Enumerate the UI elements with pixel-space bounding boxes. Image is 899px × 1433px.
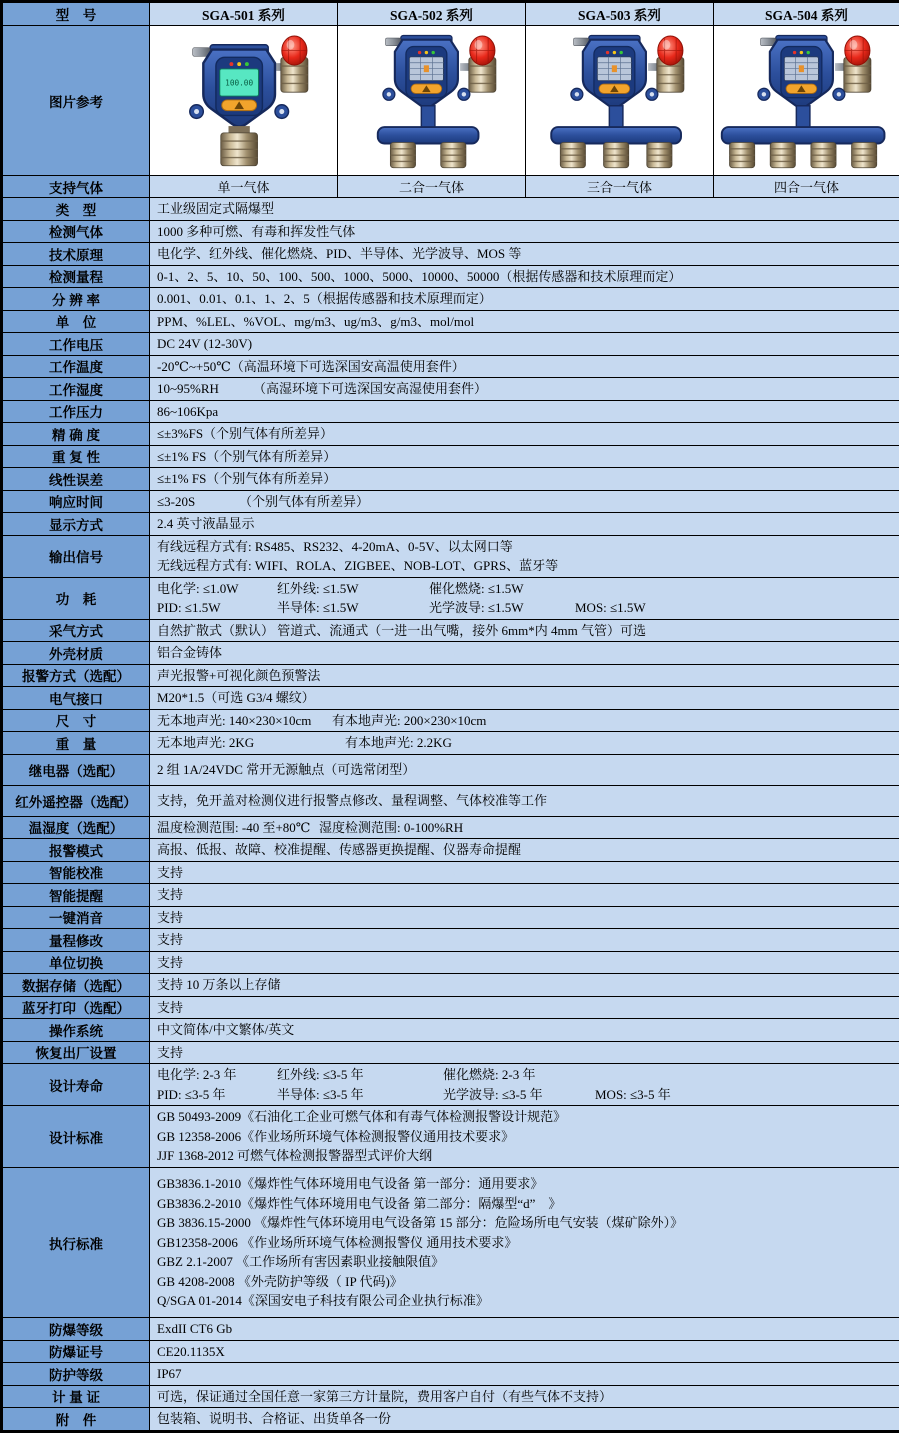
led-green-icon [619, 51, 622, 54]
value-text: 0-1、2、5、10、50、100、500、1000、5000、10000、50000（根据传感器和技术原理而定） [157, 269, 681, 284]
value-line [157, 334, 892, 354]
value-line [157, 289, 892, 309]
value-segment: 温度检测范围: -40 至+80℃ [157, 818, 319, 838]
spec-row-value [150, 513, 899, 536]
product-image-cell [714, 26, 899, 176]
spec-row-value [150, 839, 899, 862]
value-line [157, 402, 892, 422]
value-text: GB 12358-2006《作业场所环境气体检测报警仪通用技术要求》 [157, 1129, 514, 1144]
spec-row-label: 线性误差 [2, 468, 150, 491]
manifold [721, 127, 884, 143]
value-line [157, 998, 892, 1018]
spec-row-label: 功 耗 [2, 577, 150, 619]
value-text: CE20.1135X [157, 1344, 225, 1359]
spec-row-label: 类 型 [2, 198, 150, 221]
alarm-beacon-icon [835, 36, 871, 92]
led-green-icon [431, 51, 434, 54]
spec-row-value [150, 754, 899, 785]
value-line [157, 863, 892, 883]
value-text: IP67 [157, 1366, 182, 1381]
led-yellow-icon [424, 51, 427, 54]
manifold [551, 127, 681, 143]
spec-row-label: 技术原理 [2, 243, 150, 266]
spec-row-value [150, 861, 899, 884]
value-segment: 催化燃烧: 2-3 年 [443, 1065, 535, 1085]
value-line [157, 818, 892, 838]
value-line [157, 1233, 892, 1253]
value-line [157, 1194, 892, 1214]
spec-row-value [150, 535, 899, 577]
spec-row-label: 精 确 度 [2, 423, 150, 446]
value-text: 2 组 1A/24VDC 常开无源触点（可选常闭型） [157, 762, 415, 777]
value-line [157, 1272, 892, 1292]
value-line [157, 1319, 892, 1339]
led-yellow-icon [799, 51, 802, 54]
sga-503-detector [528, 26, 712, 170]
value-text: 2.4 英寸液晶显示 [157, 516, 255, 531]
value-text: GB3836.2-2010《爆炸性气体环境用电气设备 第二部分：隔爆型“d” 》 [157, 1196, 561, 1211]
value-text: 支持 [157, 910, 183, 925]
value-line [157, 1252, 892, 1272]
spec-row-label: 蓝牙打印（选配） [2, 996, 150, 1019]
spec-row-value [150, 1340, 899, 1363]
value-segment: 有本地声光: 200×230×10cm [332, 711, 486, 731]
value-segment: （高湿环境下可选深国安高湿使用套件） [253, 379, 487, 399]
value-text: M20*1.5（可选 G3/4 螺纹） [157, 690, 315, 705]
value-line [157, 760, 892, 780]
spec-row-value [150, 355, 899, 378]
value-segment: MOS: ≤3-5 年 [595, 1085, 671, 1105]
value-line [157, 666, 892, 686]
spec-row-value [150, 906, 899, 929]
gas-type-cell: 二合一气体 [338, 176, 526, 198]
value-text: ≤±1% FS（个别气体有所差异） [157, 449, 336, 464]
spec-row-value [150, 816, 899, 839]
spec-row-label: 数据存储（选配） [2, 974, 150, 997]
spec-row-value [150, 400, 899, 423]
spec-row-value [150, 468, 899, 491]
value-text: ≤±1% FS（个别气体有所差异） [157, 471, 336, 486]
sga-504-detector [715, 26, 899, 170]
value-line [157, 1342, 892, 1362]
spec-row-label: 重 复 性 [2, 445, 150, 468]
spec-row-label: 尺 寸 [2, 709, 150, 732]
led-yellow-icon [612, 51, 615, 54]
spec-row-label: 电气接口 [2, 687, 150, 710]
value-text: 支持 [157, 887, 183, 902]
value-line [157, 953, 892, 973]
value-line [157, 908, 892, 928]
value-line [157, 357, 892, 377]
sensor-probe-icon [220, 133, 257, 166]
spec-row-value [150, 1019, 899, 1042]
value-text: 工业级固定式隔爆型 [157, 201, 274, 216]
spec-row-value [150, 951, 899, 974]
spec-row-value [150, 423, 899, 446]
value-line [157, 199, 892, 219]
alarm-beacon-icon [648, 36, 684, 92]
led-yellow-icon [237, 62, 241, 66]
value-text: 1000 多种可燃、有毒和挥发性气体 [157, 224, 355, 239]
spec-row-value [150, 198, 899, 221]
led-red-icon [605, 51, 608, 54]
sga-501-detector [152, 26, 336, 170]
spec-row-value [150, 1064, 899, 1106]
manifold-stem [421, 106, 435, 129]
sensor-probe-icon [810, 143, 835, 168]
value-line [157, 1065, 892, 1085]
value-segment: ≤3-20S [157, 492, 239, 512]
gas-type-cell: 四合一气体 [714, 176, 899, 198]
value-line [157, 1387, 892, 1407]
model-header: SGA-501 系列 [150, 2, 338, 26]
image-row-label: 图片参考 [2, 26, 150, 176]
led-red-icon [792, 51, 795, 54]
value-text: GB 4208-2008 《外壳防护等级（ IP 代码)》 [157, 1274, 403, 1289]
spec-row-value [150, 1363, 899, 1386]
value-text: Q/SGA 01-2014《深国安电子科技有限公司企业执行标准》 [157, 1293, 489, 1308]
spec-row-value [150, 1041, 899, 1064]
value-text: GB 50493-2009《石油化工企业可燃气体和有毒气体检测报警设计规范》 [157, 1109, 566, 1124]
spec-row-label: 红外遥控器（选配） [2, 785, 150, 816]
value-segment: 有本地声光: 2.2KG [345, 733, 452, 753]
spec-row-value [150, 1408, 899, 1432]
value-segment: MOS: ≤1.5W [575, 598, 646, 618]
value-line [157, 975, 892, 995]
value-line [157, 537, 892, 557]
detector-housing [757, 35, 844, 107]
spec-row-label: 计 量 证 [2, 1385, 150, 1408]
value-line [157, 514, 892, 534]
value-text: 高报、低报、故障、校准提醒、传感器更换提醒、仪器寿命提醒 [157, 842, 521, 857]
value-line [157, 1020, 892, 1040]
value-text: GB3836.1-2010《爆炸性气体环境用电气设备 第一部分：通用要求》 [157, 1176, 543, 1191]
spec-row-label: 分 辨 率 [2, 288, 150, 311]
value-segment: 无本地声光: 2KG [157, 733, 345, 753]
sensor-probe-icon [560, 143, 585, 168]
value-line [157, 447, 892, 467]
value-segment: 光学波导: ≤3-5 年 [443, 1085, 595, 1105]
value-segment: PID: ≤3-5 年 [157, 1085, 277, 1105]
value-line [157, 1107, 892, 1127]
value-text: 铝合金铸体 [157, 645, 222, 660]
spec-row-label: 输出信号 [2, 535, 150, 577]
spec-row-label: 防护等级 [2, 1363, 150, 1386]
spec-row-label: 温湿度（选配） [2, 816, 150, 839]
spec-row-value [150, 220, 899, 243]
value-text: 支持 [157, 1045, 183, 1060]
product-image-cell [526, 26, 714, 176]
spec-row-value [150, 732, 899, 755]
sensor-probe-icon [603, 143, 628, 168]
value-segment: 电化学: ≤1.0W [157, 579, 277, 599]
value-line [157, 930, 892, 950]
value-text: DC 24V (12-30V) [157, 336, 252, 351]
spec-row-value [150, 1385, 899, 1408]
value-line [157, 1364, 892, 1384]
spec-row-label: 响应时间 [2, 490, 150, 513]
spec-row-label: 恢复出厂设置 [2, 1041, 150, 1064]
spec-row-label: 工作压力 [2, 400, 150, 423]
spec-row-value [150, 687, 899, 710]
spec-row-value [150, 884, 899, 907]
value-line [157, 1127, 892, 1147]
gas-type-cell: 单一气体 [150, 176, 338, 198]
value-line [157, 885, 892, 905]
value-segment: 红外线: ≤1.5W [277, 579, 429, 599]
value-line [157, 1146, 892, 1166]
value-text: 支持 [157, 932, 183, 947]
value-line [157, 1043, 892, 1063]
screen-reading: 100.00 [225, 78, 253, 87]
spec-row-value [150, 785, 899, 816]
value-text: 电化学、红外线、催化燃烧、PID、半导体、光学波导、MOS 等 [157, 246, 521, 261]
model-header: SGA-504 系列 [714, 2, 899, 26]
spec-row-label: 智能校准 [2, 861, 150, 884]
sensor-probe-icon [770, 143, 795, 168]
spec-row-value [150, 642, 899, 665]
value-text: 支持 [157, 1000, 183, 1015]
value-text: GB 3836.15-2000 《爆炸性气体环境用电气设备第 15 部分：危险场所电气安装（煤矿除外）》 [157, 1215, 683, 1230]
value-text: ≤±3%FS（个别气体有所差异） [157, 426, 333, 441]
value-text: PPM、%LEL、%VOL、mg/m3、ug/m3、g/m3、mol/mol [157, 314, 474, 329]
sensor-probe-icon [390, 143, 415, 168]
value-text: 0.001、0.01、0.1、1、2、5（根据传感器和技术原理而定） [157, 291, 492, 306]
value-text: 支持 10 万条以上存储 [157, 977, 281, 992]
value-segment: 半导体: ≤1.5W [277, 598, 429, 618]
led-green-icon [806, 51, 809, 54]
manifold-stem [609, 106, 623, 129]
value-line [157, 492, 892, 512]
value-line [157, 643, 892, 663]
value-segment: 10~95%RH [157, 379, 253, 399]
value-text: GBZ 2.1-2007 《工作场所有害因素职业接触限值》 [157, 1254, 444, 1269]
spec-row-value [150, 288, 899, 311]
value-line [157, 1213, 892, 1233]
value-line [157, 711, 892, 731]
spec-row-label: 检测气体 [2, 220, 150, 243]
value-text: 86~106Kpa [157, 404, 218, 419]
alarm-beacon-icon [460, 36, 496, 92]
spec-row-label: 一键消音 [2, 906, 150, 929]
spec-row-value [150, 265, 899, 288]
gas-row-label: 支持气体 [2, 176, 150, 198]
spec-row-label: 设计标准 [2, 1106, 150, 1168]
sensor-probe-icon [646, 143, 671, 168]
spec-row-label: 外壳材质 [2, 642, 150, 665]
value-text: GB12358-2006 《作业场所环境气体检测报警仪 通用技术要求》 [157, 1235, 517, 1250]
value-segment: 催化燃烧: ≤1.5W [429, 579, 524, 599]
manifold [377, 127, 478, 143]
led-green-icon [244, 62, 248, 66]
value-text: ExdII CT6 Gb [157, 1321, 232, 1336]
spec-row-value [150, 1168, 899, 1318]
value-text: 声光报警+可视化颜色预警法 [157, 668, 320, 683]
value-segment: 电化学: 2-3 年 [157, 1065, 277, 1085]
spec-row-label: 防爆等级 [2, 1318, 150, 1341]
alarm-beacon-icon [272, 36, 308, 92]
spec-row-value [150, 619, 899, 642]
value-text: JJF 1368-2012 可燃气体检测报警器型式评价大纲 [157, 1148, 432, 1163]
spec-row-label: 检测量程 [2, 265, 150, 288]
spec-row-value [150, 709, 899, 732]
model-header: SGA-502 系列 [338, 2, 526, 26]
led-red-icon [229, 62, 233, 66]
spec-row-value [150, 445, 899, 468]
spec-row-value [150, 974, 899, 997]
spec-table-body [2, 2, 899, 1432]
value-text: 支持 [157, 955, 183, 970]
value-segment: PID: ≤1.5W [157, 598, 277, 618]
value-text: 有线远程方式有: RS485、RS232、4-20mA、0-5V、以太网口等 [157, 539, 513, 554]
spec-row-label: 采气方式 [2, 619, 150, 642]
value-segment: （个别气体有所差异） [239, 492, 369, 512]
value-text: 可选，保证通过全国任意一家第三方计量院，费用客户自付（有些气体不支持） [157, 1389, 612, 1404]
spec-row-value [150, 1106, 899, 1168]
spec-row-label: 报警模式 [2, 839, 150, 862]
value-text: -20℃~+50℃（高温环境下可选深国安高温使用套件） [157, 359, 465, 374]
spec-row-value [150, 929, 899, 952]
value-line [157, 733, 892, 753]
value-text: 中文简体/中文繁体/英文 [157, 1022, 294, 1037]
spec-row-value [150, 333, 899, 356]
spec-row-value [150, 310, 899, 333]
model-header: SGA-503 系列 [526, 2, 714, 26]
spec-row-label: 单 位 [2, 310, 150, 333]
spec-row-label: 工作电压 [2, 333, 150, 356]
value-line [157, 1085, 892, 1105]
spec-row-value [150, 664, 899, 687]
sensor-probe-icon [729, 143, 754, 168]
value-line [157, 312, 892, 332]
value-line [157, 840, 892, 860]
value-line [157, 244, 892, 264]
spec-row-label: 量程修改 [2, 929, 150, 952]
value-line [157, 579, 892, 599]
spec-row-value [150, 378, 899, 401]
product-image-cell [338, 26, 526, 176]
value-text: 支持，免开盖对检测仪进行报警点修改、量程调整、气体校准等工作 [157, 793, 547, 808]
spec-row-label: 执行标准 [2, 1168, 150, 1318]
value-line [157, 424, 892, 444]
value-line [157, 1409, 892, 1429]
value-line [157, 556, 892, 576]
value-segment: 光学波导: ≤1.5W [429, 598, 575, 618]
sensor-probe-icon [440, 143, 465, 168]
gas-type-cell: 三合一气体 [526, 176, 714, 198]
value-segment: 半导体: ≤3-5 年 [277, 1085, 443, 1105]
spec-row-label: 智能提醒 [2, 884, 150, 907]
manifold-stem [796, 106, 810, 129]
value-line [157, 688, 892, 708]
value-line [157, 791, 892, 811]
sga-502-detector [340, 26, 524, 170]
detector-housing [189, 45, 288, 127]
value-text: 包装箱、说明书、合格证、出货单各一份 [157, 1411, 391, 1426]
spec-row-value [150, 996, 899, 1019]
value-line [157, 1174, 892, 1194]
value-line [157, 1291, 892, 1311]
detector-housing [570, 35, 657, 107]
sensor-probe-icon [851, 143, 876, 168]
spec-row-label: 继电器（选配） [2, 754, 150, 785]
detector-housing [382, 35, 469, 107]
spec-row-label: 附 件 [2, 1408, 150, 1432]
spec-row-value [150, 1318, 899, 1341]
value-line [157, 222, 892, 242]
led-red-icon [417, 51, 420, 54]
spec-row-label: 显示方式 [2, 513, 150, 536]
spec-row-label: 报警方式（选配） [2, 664, 150, 687]
value-segment: 无本地声光: 140×230×10cm [157, 711, 332, 731]
value-text: 自然扩散式（默认） 管道式、流通式（一进一出气嘴，接外 6mm*内 4mm 气管）可选 [157, 623, 646, 638]
value-line [157, 379, 892, 399]
spec-row-label: 单位切换 [2, 951, 150, 974]
spec-row-label: 工作温度 [2, 355, 150, 378]
value-text: 支持 [157, 865, 183, 880]
product-image-cell [150, 26, 338, 176]
value-line [157, 598, 892, 618]
spec-row-label: 防爆证号 [2, 1340, 150, 1363]
value-line [157, 267, 892, 287]
value-line [157, 621, 892, 641]
spec-row-value [150, 243, 899, 266]
spec-row-value [150, 490, 899, 513]
model-row-label: 型 号 [2, 2, 150, 26]
spec-row-label: 设计寿命 [2, 1064, 150, 1106]
spec-row-value [150, 577, 899, 619]
spec-row-label: 操作系统 [2, 1019, 150, 1042]
value-segment: 红外线: ≤3-5 年 [277, 1065, 443, 1085]
spec-row-label: 重 量 [2, 732, 150, 755]
value-segment: 湿度检测范围: 0-100%RH [319, 818, 463, 838]
value-text: 无线远程方式有: WIFI、ROLA、ZIGBEE、NOB-LOT、GPRS、蓝牙等 [157, 558, 558, 573]
value-line [157, 469, 892, 489]
spec-row-label: 工作湿度 [2, 378, 150, 401]
